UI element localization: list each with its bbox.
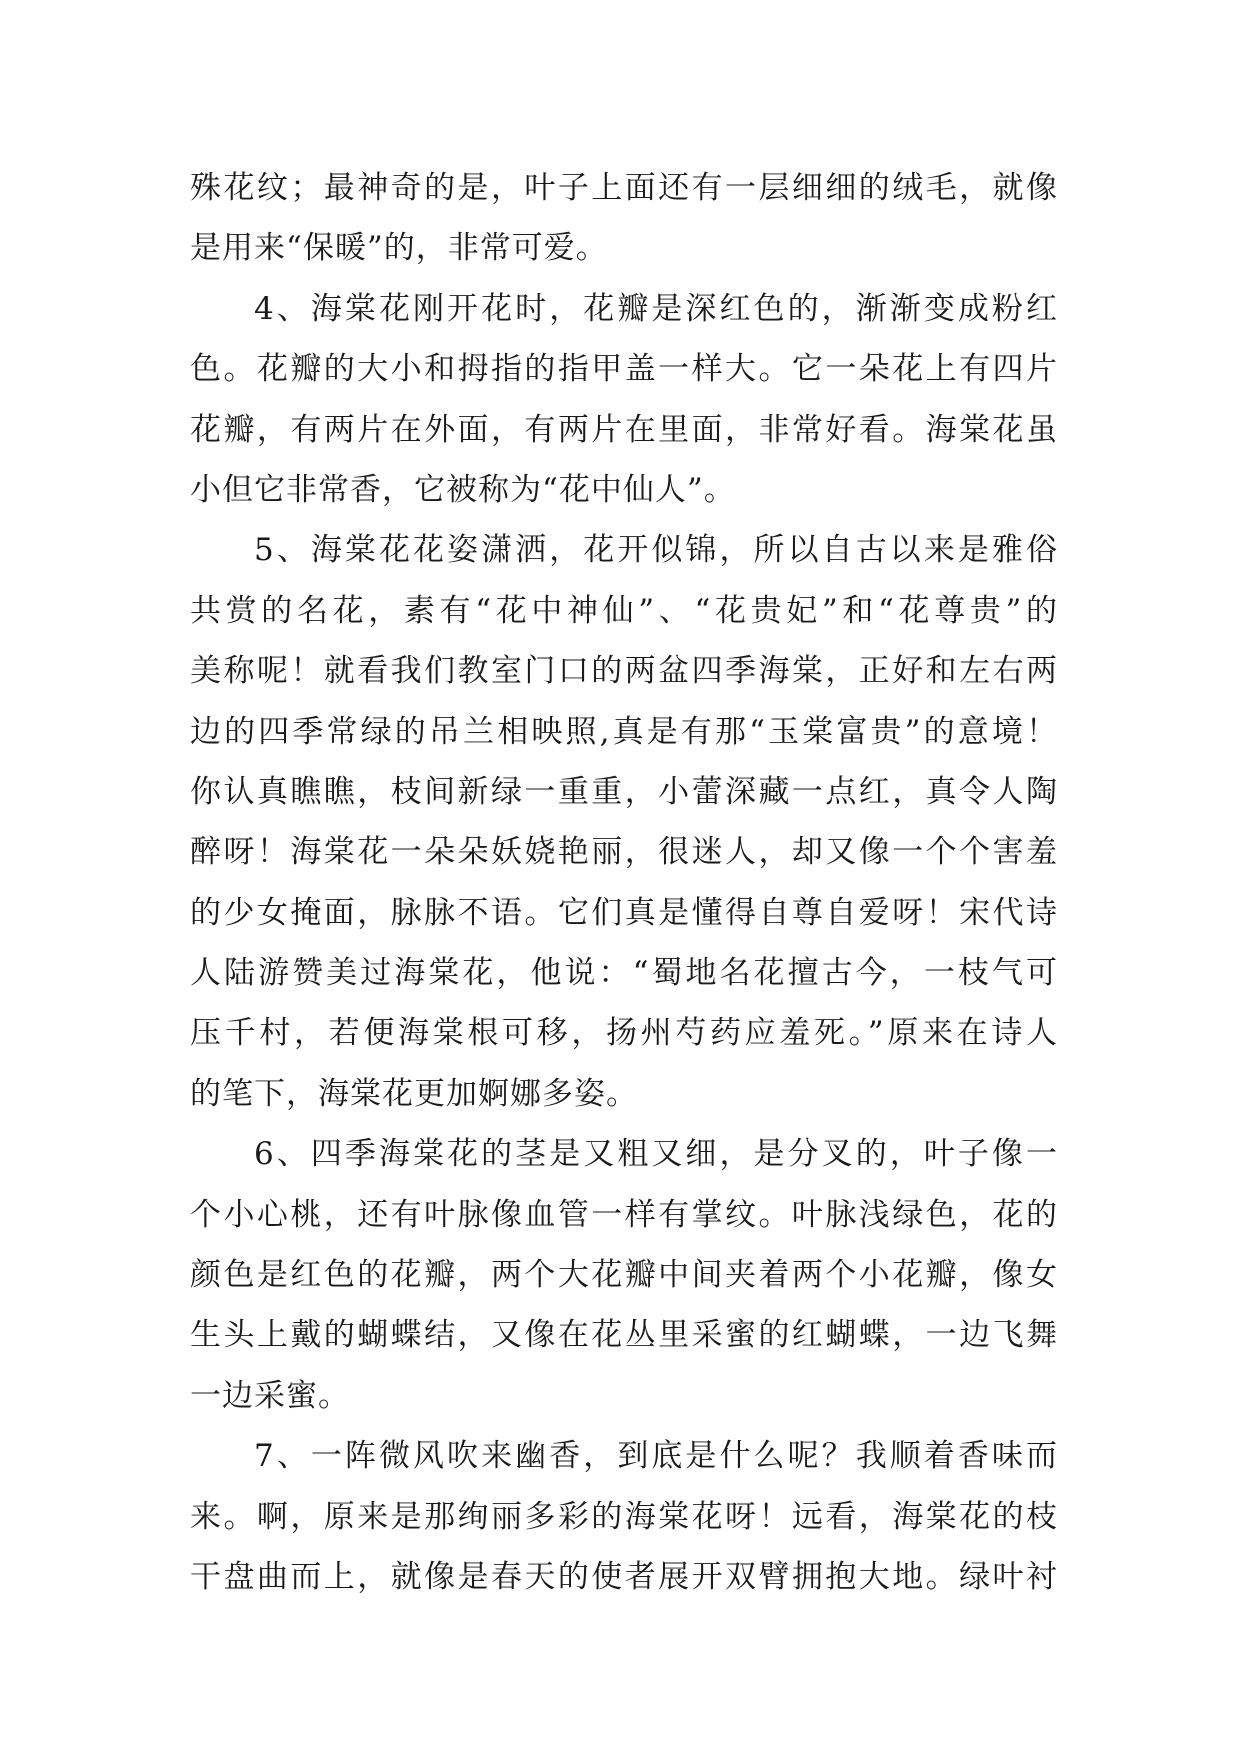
text-line: 共赏的名花，素有“花中神仙”、“花贵妃”和“花尊贵”的	[190, 592, 1058, 629]
text-line: 花瓣，有两片在外面，有两片在里面，非常好看。海棠花虽	[190, 411, 1058, 448]
text-line: 压千村，若便海棠根可移，扬州芍药应羞死。”原来在诗人	[190, 1015, 1058, 1052]
text-line: 7、一阵微风吹来幽香，到底是什么呢？我顺着香味而	[254, 1438, 1058, 1475]
text-line: 醉呀！海棠花一朵朵妖娆艳丽，很迷人，却又像一个个害羞	[190, 834, 1058, 871]
text-line: 颜色是红色的花瓣，两个大花瓣中间夹着两个小花瓣，像女	[190, 1257, 1058, 1294]
body-text	[190, 158, 1058, 1607]
text-line: 的少女掩面，脉脉不语。它们真是懂得自尊自爱呀！宋代诗	[190, 894, 1058, 931]
text-line: 边的四季常绿的吊兰相映照,真是有那“玉棠富贵”的意境！	[190, 713, 1058, 750]
text-line: 来。啊，原来是那绚丽多彩的海棠花呀！远看，海棠花的枝	[190, 1498, 1058, 1535]
text-line: 5、海棠花花姿潇洒，花开似锦，所以自古以来是雅俗	[254, 532, 1058, 569]
text-line: 殊花纹；最神奇的是，叶子上面还有一层细细的绒毛，就像	[190, 170, 1058, 206]
text-line: 的笔下，海棠花更加婀娜多姿。	[190, 1075, 638, 1112]
text-line: 6、四季海棠花的茎是又粗又细，是分叉的，叶子像一	[254, 1136, 1058, 1173]
text-line: 个小心桃，还有叶脉像血管一样有掌纹。叶脉浅绿色，花的	[190, 1196, 1058, 1233]
text-line: 干盘曲而上，就像是春天的使者展开双臂拥抱大地。绿叶衬	[190, 1558, 1058, 1595]
text-line: 生头上戴的蝴蝶结，又像在花丛里采蜜的红蝴蝶，一边飞舞	[190, 1317, 1058, 1354]
text-line: 小但它非常香，它被称为“花中仙人”。	[190, 471, 736, 508]
text-line: 4、海棠花刚开花时，花瓣是深红色的，渐渐变成粉红	[254, 290, 1058, 327]
text-line: 你认真瞧瞧，枝间新绿一重重，小蕾深藏一点红，真令人陶	[190, 773, 1058, 810]
text-line: 色。花瓣的大小和拇指的指甲盖一样大。它一朵花上有四片	[190, 351, 1058, 388]
text-line: 是用来“保暖”的，非常可爱。	[190, 230, 608, 267]
text-line: 一边采蜜。	[190, 1377, 350, 1414]
text-line: 美称呢！就看我们教室门口的两盆四季海棠，正好和左右两	[190, 653, 1058, 690]
text-line: 人陆游赞美过海棠花，他说：“蜀地名花擅古今，一枝气可	[190, 955, 1058, 992]
